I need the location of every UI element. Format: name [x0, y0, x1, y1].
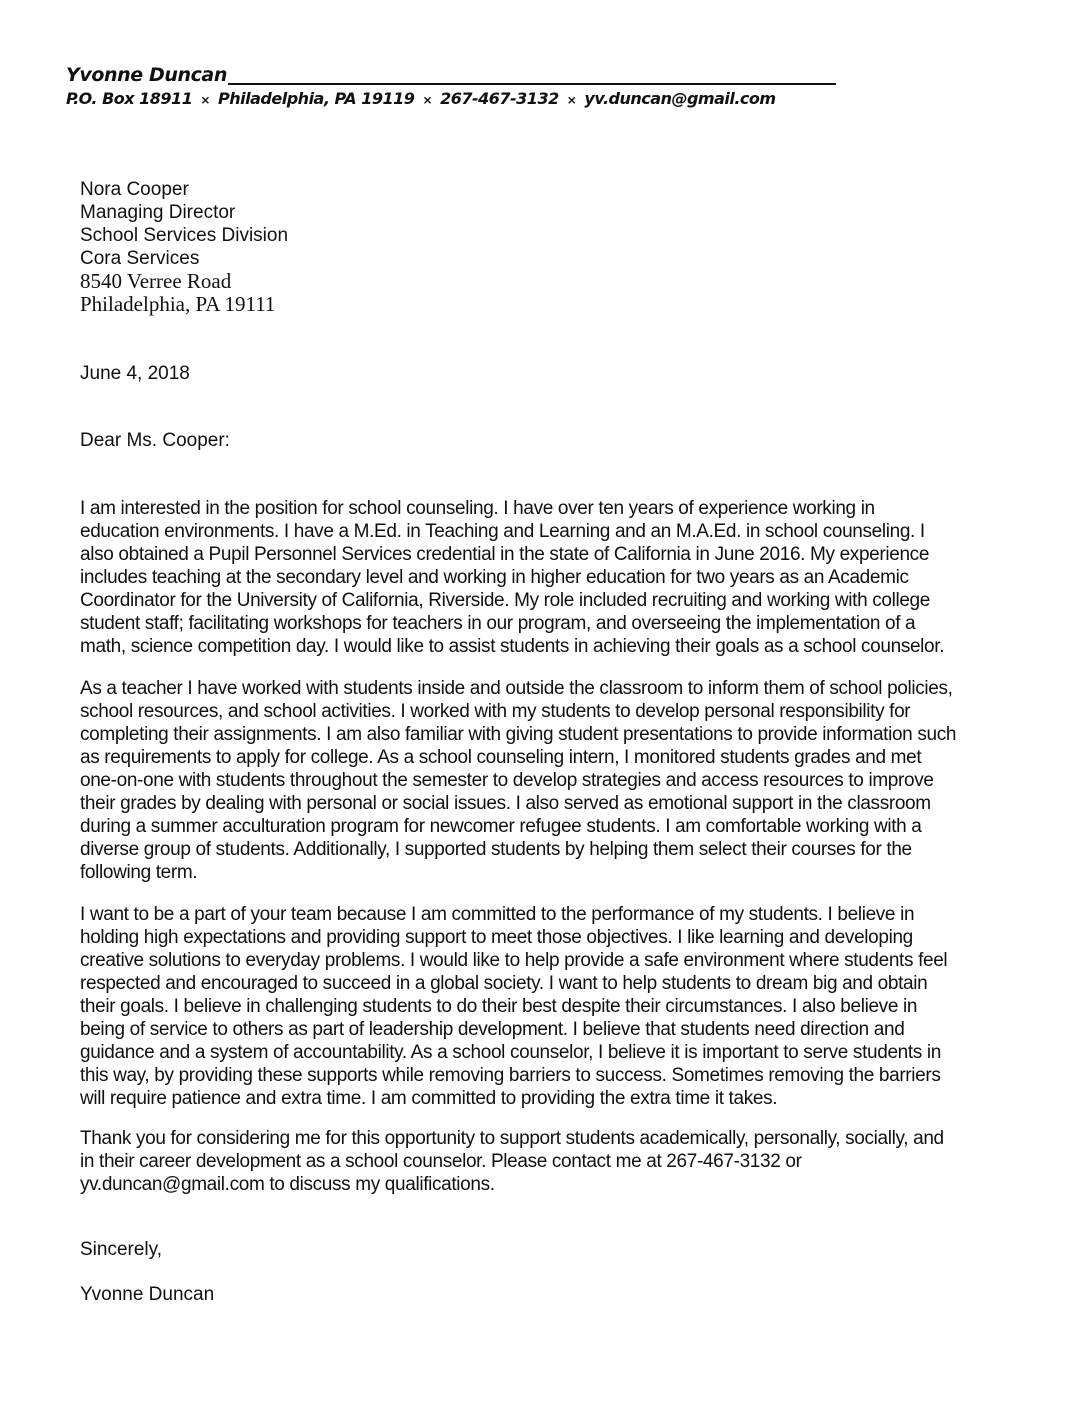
body-paragraph-2	[80, 677, 956, 884]
body-paragraph-1	[80, 497, 944, 658]
recipient-street: 8540 Verree Road	[80, 269, 232, 293]
text-line: this way, by providing these supports while removing barriers to success. Sometimes removing the barriers	[80, 1065, 941, 1086]
text-line: completing their assignments. I am also familiar with giving student presentations to provide information such	[80, 724, 957, 745]
separator-icon: ⨯	[422, 93, 433, 107]
text-line: during a summer acculturation program for newcomer refugee students. I am comfortable working with a	[80, 816, 922, 837]
closing: Sincerely,	[80, 1239, 163, 1260]
text-line: their goals. I believe in challenging students to do their best despite their circumstances. I also believe in	[80, 996, 918, 1017]
email: yv.duncan@gmail.com	[584, 89, 776, 108]
text-line: Coordinator for the University of California, Riverside. My role included recruiting and working with college	[80, 590, 930, 611]
body-paragraph-3	[80, 903, 947, 1110]
text-line: yv.duncan@gmail.com to discuss my qualifications.	[80, 1174, 495, 1195]
text-line: I want to be a part of your team because I am committed to the performance of my students. I believe in	[80, 904, 915, 925]
recipient-city: Philadelphia, PA 19111	[80, 292, 276, 316]
letterhead-contact	[66, 89, 776, 108]
text-line: math, science competition day. I would like to assist students in achieving their goals as a school counselor.	[80, 636, 945, 657]
signature: Yvonne Duncan	[80, 1284, 215, 1305]
text-line: respected and encouraged to succeed in a global society. I want to help students to dream big and obtain	[80, 973, 928, 994]
text-line: diverse group of students. Additionally, I supported students by helping them select their courses for the	[80, 839, 912, 860]
separator-icon: ⨯	[566, 93, 577, 107]
text-line: includes teaching at the secondary level and working in higher education for two years as an Academic	[80, 567, 909, 588]
text-line: As a teacher I have worked with students inside and outside the classroom to inform them of school policies,	[80, 678, 953, 699]
body-paragraph-4	[80, 1127, 944, 1196]
letterhead-rule	[228, 83, 836, 85]
recipient-title: Managing Director	[80, 202, 236, 223]
text-line: as requirements to apply for college. As a school counseling intern, I monitored students grades and met	[80, 747, 922, 768]
text-line: their grades by dealing with personal or social issues. I also served as emotional support in the classroom	[80, 793, 931, 814]
text-line: creative solutions to everyday problems. I would like to help provide a safe environment where students feel	[80, 950, 948, 971]
text-line: student staff; facilitating workshops for teachers in our program, and overseeing the implementation of a	[80, 613, 916, 634]
po-box: P.O. Box 18911	[66, 89, 193, 108]
salutation: Dear Ms. Cooper:	[80, 430, 230, 451]
text-line: in their career development as a school counselor. Please contact me at 267-467-3132 or	[80, 1151, 802, 1172]
recipient-address	[80, 178, 288, 316]
text-line: school resources, and school activities. I worked with my students to develop personal responsibility for	[80, 701, 911, 722]
text-line: I am interested in the position for school counseling. I have over ten years of experience working in	[80, 498, 875, 519]
text-line: one-on-one with students throughout the semester to develop strategies and access resources to improve	[80, 770, 934, 791]
letterhead-name-row	[66, 64, 836, 90]
text-line: guidance and a system of accountability. As a school counselor, I believe it is important to serve students in	[80, 1042, 941, 1063]
phone: 267-467-3132	[440, 89, 559, 108]
text-line: education environments. I have a M.Ed. in Teaching and Learning and an M.A.Ed. in school counseling. I	[80, 521, 925, 542]
text-line: also obtained a Pupil Personnel Services credential in the state of California in June 2016. My experience	[80, 544, 930, 565]
text-line: being of service to others as part of leadership development. I believe that students need direction and	[80, 1019, 905, 1040]
separator-icon: ⨯	[200, 93, 210, 107]
text-line: will require patience and extra time. I am committed to providing the extra time it takes.	[80, 1088, 778, 1109]
text-line: following term.	[80, 862, 198, 883]
recipient-company: Cora Services	[80, 248, 200, 269]
text-line: Thank you for considering me for this opportunity to support students academically, personally, socially, and	[80, 1128, 944, 1149]
recipient-division: School Services Division	[80, 225, 289, 246]
letterhead-name: Yvonne Duncan	[66, 64, 227, 86]
text-line: holding high expectations and providing support to meet those objectives. I like learning and developing	[80, 927, 913, 948]
city: Philadelphia, PA 19119	[218, 89, 415, 108]
letter-date: June 4, 2018	[80, 363, 190, 384]
recipient-name: Nora Cooper	[80, 179, 189, 200]
